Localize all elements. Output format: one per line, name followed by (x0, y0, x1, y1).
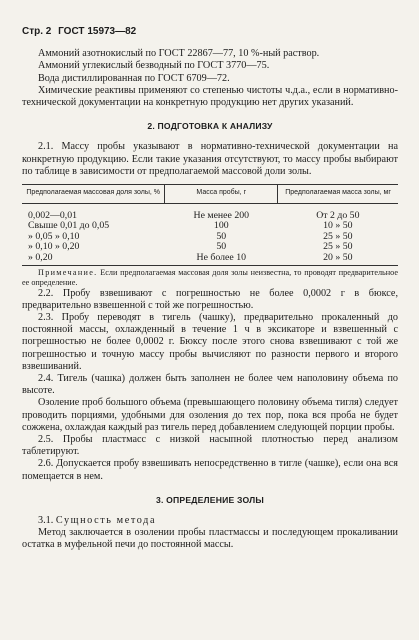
table-cell: 100 (213, 220, 229, 232)
sample-mass-table (22, 184, 398, 264)
table-cell: » 0,10 » 0,20 (28, 241, 80, 253)
paragraph: 2.1. Массу пробы указывают в нормативно-технической документации на конкретную продукцию. Если такие указания отсутствуют, то массу пробы выбирают по таблице в зависимости от предполагаемой массовой доли золы. (22, 141, 398, 177)
note-text: Если предполагаемая массовая доля золы неизвестна, то проводят предварительное ее определение. (22, 267, 398, 287)
table-cell: » 0,20 (28, 251, 53, 263)
paragraph: 2.2. Пробу взвешивают с погрешностью не более 0,0002 г в бюксе, предварительно взвешенной с той же погрешностью. (22, 287, 398, 311)
reagent-note: Химические реактивы применяют со степенью чистоты ч.д.а., если в нормативно-технической документации на конкретную продукцию нет других указаний. (22, 84, 398, 109)
page-header (22, 26, 398, 38)
table-cell: 25 » 50 (323, 241, 353, 253)
table-cell: » 0,05 » 0,10 (28, 230, 80, 242)
paragraph: 2.6. Допускается пробу взвешивать непосредственно в тигле (чашке), если она вся помещается в нем. (22, 458, 398, 482)
column-header: Масса пробы, г (165, 185, 278, 204)
paragraph: 2.3. Пробу переводят в тигель (чашку), предварительно прокаленный до постоянной массы, охлажденный в течение 1 ч в эксикаторе и взвешенный с погрешностью не более 0,0002 г. Бюксу после этого снова взвешивают с той же погрешностью и точную массу пробы вычисляют по разности первого и второго взвешиваний. (22, 311, 398, 372)
paragraph: Озоление проб большого объема (превышающего половину объема тигля) следует проводить порциями, удобными для озоления до тех пор, пока вся проба не будет сожжена, охлаждая каждый раз тигель перед добавлением следующей порции пробы. (22, 397, 398, 433)
table-cell: Не более 10 (196, 251, 246, 263)
section-heading: 2. ПОДГОТОВКА К АНАЛИЗУ (147, 121, 273, 132)
table-cell: 50 (216, 241, 227, 253)
subsection-heading (22, 515, 398, 527)
table-cell: От 2 до 50 (316, 209, 360, 221)
table-cell: 25 » 50 (323, 230, 353, 242)
page-number: Стр. 2 (22, 26, 52, 37)
note-label: Примечание. (38, 267, 98, 277)
reagent-line: Вода дистиллированная по ГОСТ 6709—72. (38, 72, 230, 84)
table-note (22, 265, 398, 288)
reagent-line: Аммоний углекислый безводный по ГОСТ 3770—75. (38, 60, 270, 72)
table-row (22, 253, 398, 265)
standard-number: ГОСТ 15973—82 (58, 26, 137, 37)
table-cell: 10 » 50 (323, 220, 353, 232)
reagent-line: Аммоний азотнокислый по ГОСТ 22867—77, 10 %-ный раствор. (38, 48, 320, 60)
column-header: Предполагаемая масса золы, мг (278, 185, 398, 204)
subsection-number: 3.1. (38, 514, 54, 526)
table-cell: Свыше 0,01 до 0,05 (28, 220, 110, 232)
table-row (22, 203, 398, 221)
table-cell: Не менее 200 (193, 209, 250, 221)
table-cell: 50 (216, 230, 227, 242)
subsection-label: Сущность метода (55, 514, 157, 526)
table-header-row (22, 185, 398, 204)
column-header: Предполагаемая массовая доля золы, % (22, 185, 165, 204)
paragraph: Метод заключается в озолении пробы пластмассы и последующем прокаливании остатка в муфельной печи до постоянной массы. (22, 527, 398, 551)
paragraph: 2.4. Тигель (чашка) должен быть заполнен не более чем наполовину объема по высоте. (22, 372, 398, 397)
paragraph: 2.5. Пробы пластмасс с низкой насыпной плотностью перед анализом таблетируют. (22, 433, 398, 458)
table-cell: 20 » 50 (323, 251, 353, 263)
section-heading: 3. ОПРЕДЕЛЕНИЕ ЗОЛЫ (156, 494, 264, 505)
table-cell: 0,002—0,01 (28, 209, 77, 221)
